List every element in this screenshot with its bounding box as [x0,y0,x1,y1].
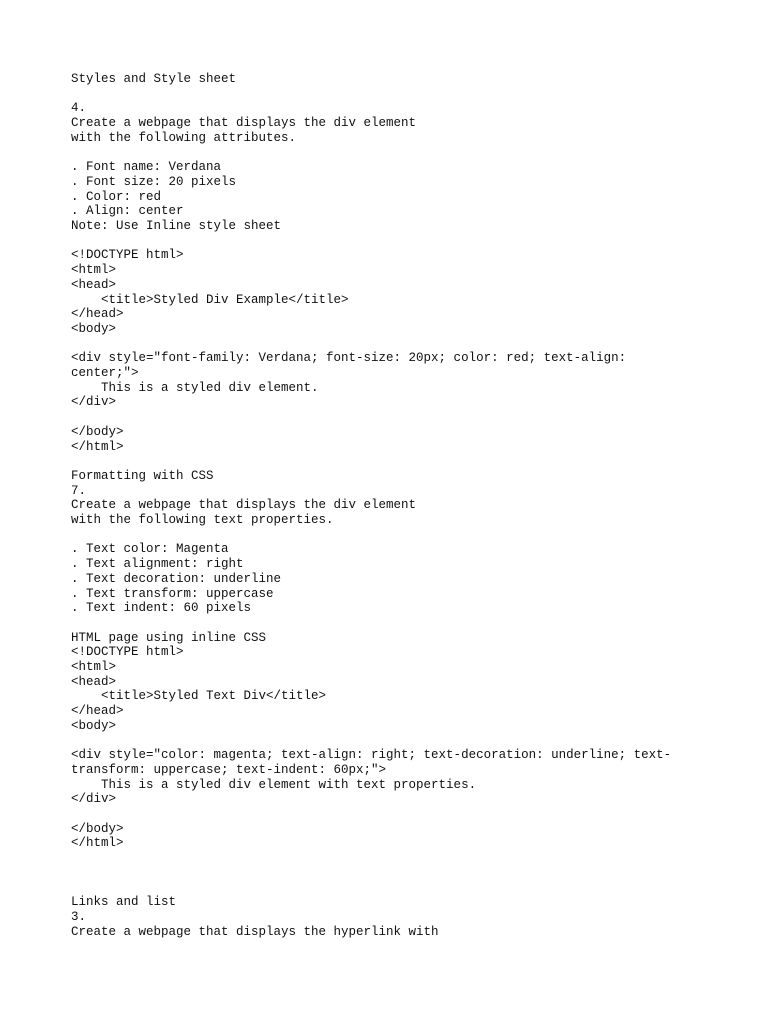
code-line: </head> [71,307,124,322]
code-line: <!DOCTYPE html> [71,248,184,263]
spacer [71,234,711,249]
attribute-item: . Font name: Verdana [71,160,222,175]
note-text: Note: Use Inline style sheet [71,219,282,233]
exercise-number: 3. [71,909,87,924]
spacer [71,410,711,425]
exercise-number: 4. [71,101,87,116]
code-line: <html> [71,263,117,278]
attribute-item: . Color: red [71,189,162,204]
code-line: transform: uppercase; text-indent: 60px;"> [71,762,387,777]
attribute-item: . Align: center [71,204,184,219]
spacer [71,807,711,822]
code-line: <div style="font-family: Verdana; font-size: 20px; color: red; text-align: [71,351,627,366]
spacer [71,851,711,895]
code-line: <head> [71,674,117,689]
code-line: HTML page using inline CSS [71,630,267,645]
spacer [71,337,711,352]
code-line: </head> [71,704,124,719]
section-heading: Links and list [71,895,177,910]
document-page [71,72,711,939]
spacer [71,146,711,161]
code-line: <body> [71,718,117,733]
task-text: Create a webpage that displays the div element [71,116,417,131]
code-line: </html> [71,439,124,454]
exercise-number: 7. [71,483,87,498]
code-line: </div> [71,395,117,410]
section-heading: Styles and Style sheet [71,72,237,86]
code-line: This is a styled div element. [71,380,319,395]
task-text: Create a webpage that displays the div element [71,498,417,513]
code-line: <title>Styled Text Div</title> [71,689,327,704]
code-line: <div style="color: magenta; text-align: right; text-decoration: underline; text- [71,748,672,763]
code-line: </body> [71,821,124,836]
spacer [71,454,711,469]
task-text: with the following attributes. [71,130,297,145]
property-item: . Text alignment: right [71,557,244,572]
code-line: This is a styled div element with text properties. [71,777,477,792]
code-line: <title>Styled Div Example</title> [71,292,349,307]
attribute-item: . Font size: 20 pixels [71,174,237,189]
spacer [71,616,711,631]
code-line: <head> [71,277,117,292]
property-item: . Text decoration: underline [71,571,282,586]
spacer [71,528,711,543]
property-item: . Text color: Magenta [71,542,229,557]
section-heading: Formatting with CSS [71,468,214,483]
task-text: with the following text properties. [71,513,334,527]
spacer [71,87,711,102]
code-line: center;"> [71,366,139,380]
code-line: </body> [71,424,124,439]
code-line: </div> [71,792,117,807]
property-item: . Text indent: 60 pixels [71,601,252,616]
code-line: </html> [71,836,124,851]
code-line: <body> [71,321,117,336]
property-item: . Text transform: uppercase [71,586,274,601]
spacer [71,734,711,749]
code-line: <!DOCTYPE html> [71,645,184,660]
code-line: <html> [71,660,117,674]
task-text: Create a webpage that displays the hyperlink with [71,924,439,939]
